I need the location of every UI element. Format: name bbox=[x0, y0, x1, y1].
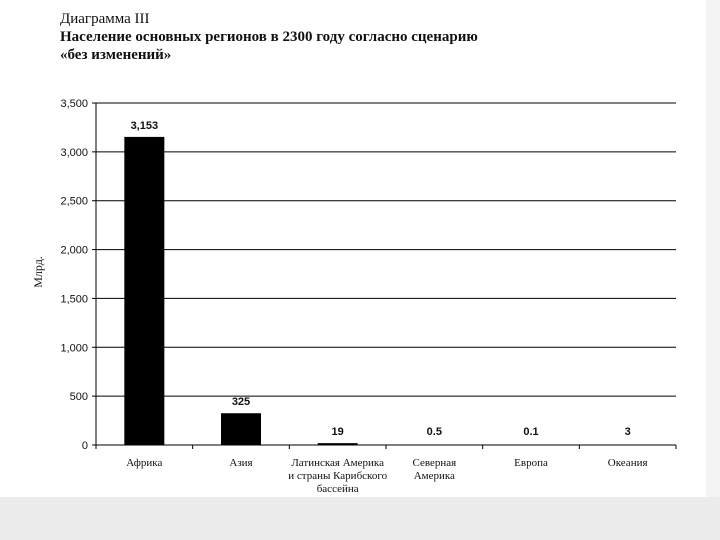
footer-band bbox=[0, 497, 720, 540]
data-label: 3,153 bbox=[130, 119, 159, 132]
axes bbox=[92, 103, 676, 449]
y-tick-label: 1,500 bbox=[60, 293, 88, 306]
data-label: 325 bbox=[231, 396, 251, 409]
category-label: Африка bbox=[126, 457, 163, 469]
bars bbox=[124, 137, 647, 445]
category-label: Северная bbox=[412, 457, 457, 469]
y-tick-label: 2,000 bbox=[60, 244, 88, 257]
data-label: 0.5 bbox=[426, 426, 442, 438]
y-axis-title: Млрд. bbox=[31, 256, 45, 288]
labels bbox=[31, 98, 648, 495]
y-tick-label: 2,500 bbox=[60, 195, 88, 208]
y-tick-label: 3,500 bbox=[60, 98, 88, 110]
category-label: Океания bbox=[607, 457, 648, 469]
category-label: бассейна bbox=[316, 483, 359, 495]
bar bbox=[318, 443, 358, 445]
y-tick-label: 3,000 bbox=[60, 146, 88, 159]
category-label: и страны Карибского bbox=[288, 470, 388, 482]
category-label: Латинская Америка bbox=[291, 457, 384, 469]
slide-edge bbox=[706, 0, 720, 497]
bar bbox=[221, 413, 261, 445]
bar bbox=[124, 137, 164, 445]
category-label: Америка bbox=[413, 470, 455, 482]
chart-subtitle: «без изменений» bbox=[60, 47, 172, 63]
y-tick-label: 500 bbox=[69, 391, 88, 404]
data-label: 0.1 bbox=[523, 426, 539, 438]
category-label: Азия bbox=[229, 457, 253, 469]
chart-title: Население основных регионов в 2300 году согласно сценарию bbox=[60, 29, 478, 45]
y-tick-label: 1,000 bbox=[60, 342, 88, 355]
gridlines bbox=[96, 103, 676, 396]
data-label: 19 bbox=[331, 426, 344, 438]
diagram-number: Диаграмма III bbox=[60, 11, 150, 27]
y-tick-label: 0 bbox=[81, 440, 88, 452]
data-label: 3 bbox=[624, 426, 631, 438]
category-label: Европа bbox=[514, 457, 548, 469]
